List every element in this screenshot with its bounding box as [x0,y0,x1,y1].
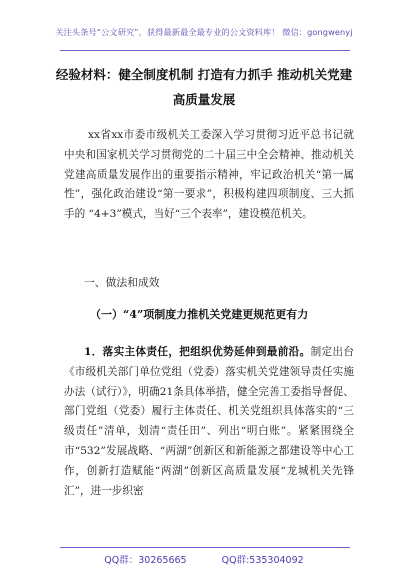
paragraph-1-lead: 1．落实主体责任，把组织优势延伸到最前沿。 [84,346,311,358]
footer-qq-group-1: QQ群：30265665 [104,555,187,566]
document-title: 经验材料：健全制度机制 打造有力抓手 推动机关党建高质量发展 [55,67,353,107]
paragraph-1 [64,343,354,501]
footer-qq-group-2: QQ群:535304092 [221,555,304,566]
footer [0,552,408,566]
header-divider [60,50,350,51]
intro-paragraph: xx省xx市委市级机关工委深入学习贯彻习近平总书记就中央和国家机关学习贯彻党的二十届三中全会精神、推动机关党建高质量发展作出的重要指示精神，牢记政治机关“第一属性”，强化政治建设“第一要求”，积极构建四项制度、三大抓手的 “4+3”模式，当好“三个表率”，建设模范机关。 [64,129,354,221]
subsection-heading: （一）“4”项制度力推机关党建更规范更有力 [90,308,309,321]
header-banner: 关注头条号“公文研究”，获得最新最全最专业的公文资料库！ 微信：gongwenyj [55,27,353,37]
paragraph-1-body: 制定出台《市级机关部门单位党组（党委）落实机关党建领导责任实施办法（试行）》，明确21条具体举措，健全完善工委指导督促、部门党组（党委）履行主体责任、机关党组织具体落实的“三级责任”清单，划清“责任田”、列出“明白账”。紧紧围绕全市“532”发展战略、“两湖”创新区和新能源之都建设等中心工作，创新打造赋能“两湖”创新区高质量发展“龙城机关先锋汇”，进一步织密 [64,346,354,497]
footer-divider [60,547,350,548]
section-heading: 一、做法和成效 [84,276,160,289]
